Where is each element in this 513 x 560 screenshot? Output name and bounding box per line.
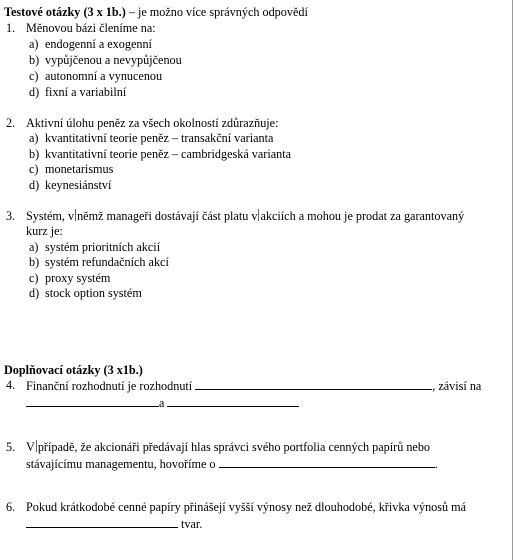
q5-text-part2: případě, že akcionáři předávají hlas správci svého portfolia cenných papírů nebo — [37, 440, 431, 454]
q5-text-part4: . — [434, 457, 438, 471]
q3-number: 3. — [6, 209, 16, 223]
q1-option-c: autonomní a vynucenou — [45, 69, 163, 83]
q6-blank[interactable] — [26, 516, 178, 528]
q1-option-d-letter: d) — [29, 85, 40, 99]
q4-line1 — [26, 378, 481, 393]
q4-text-part3: a — [159, 396, 165, 410]
q6-number: 6. — [6, 500, 16, 514]
q2-option-c: monetarismus — [45, 162, 114, 176]
q4-blank-3[interactable] — [167, 395, 299, 407]
q3-text-part3: akciích a mohou je prodat za garantovaný — [260, 209, 465, 223]
q5-blank[interactable] — [219, 456, 435, 468]
q5-line1 — [26, 440, 430, 454]
q1-option-c-letter: c) — [29, 69, 39, 83]
q2-option-a-letter: a) — [29, 131, 39, 145]
q1-text: Měnovou bázi členíme na: — [26, 21, 156, 35]
q3-option-d-letter: d) — [29, 286, 40, 300]
q3-option-a-letter: a) — [29, 240, 39, 254]
q6-line1: Pokud krátkodobé cenné papíry přinášejí vyšší výnosy než dlouhodobé, křivka výnosů má — [26, 500, 467, 514]
q5-number: 5. — [6, 440, 16, 454]
q1-option-a-letter: a) — [29, 37, 39, 51]
q3-option-a: systém prioritních akcií — [45, 240, 161, 254]
section1-title: Testové otázky (3 x 1b.) — [4, 5, 126, 19]
q3-option-c-letter: c) — [29, 271, 39, 285]
q3-option-c: proxy systém — [45, 271, 111, 285]
section2-title: Doplňovací otázky (3 x1b.) — [4, 363, 143, 377]
q5-text-part3: stávajícímu managementu, hovoříme o — [26, 457, 219, 471]
section1-subtitle: – je možno více správných odpovědí — [125, 5, 308, 19]
section1-heading — [4, 5, 308, 19]
text-cursor-mark — [36, 440, 37, 452]
q5-text-part1: V — [26, 440, 35, 454]
q2-option-b: kvantitativní teorie peněz – cambridgeská varianta — [45, 147, 292, 161]
q2-option-d-letter: d) — [29, 178, 40, 192]
q3-text-line2: kurz je: — [26, 224, 63, 238]
q3-option-b-letter: b) — [29, 255, 40, 269]
q1-option-b-letter: b) — [29, 53, 40, 67]
q1-option-d: fixní a variabilní — [45, 85, 127, 99]
q4-blank-2[interactable] — [26, 395, 159, 407]
q1-number: 1. — [6, 21, 16, 35]
q6-line2 — [26, 516, 202, 531]
q3-text-line1 — [26, 209, 464, 223]
text-cursor-mark — [75, 209, 76, 221]
q5-line2 — [26, 456, 438, 471]
q6-text-part2: tvar. — [178, 517, 203, 531]
q3-text-part1: Systém, v — [26, 209, 75, 223]
q3-option-d: stock option systém — [45, 286, 142, 300]
q4-number: 4. — [6, 378, 16, 392]
q4-blank-1[interactable] — [195, 378, 432, 390]
q4-line2 — [26, 395, 299, 410]
q2-number: 2. — [6, 116, 16, 130]
q2-option-b-letter: b) — [29, 147, 40, 161]
q4-text-part2: , závisí na — [432, 379, 482, 393]
q1-option-b: vypůjčenou a nevypůjčenou — [45, 53, 182, 67]
q3-option-b: systém refundačních akcí — [45, 255, 169, 269]
q2-text: Aktivní úlohu peněz za všech okolností zdůrazňuje: — [26, 116, 279, 130]
q1-option-a: endogenní a exogenní — [45, 37, 152, 51]
q2-option-a: kvantitativní teorie peněz – transakční varianta — [45, 131, 274, 145]
q2-option-c-letter: c) — [29, 162, 39, 176]
q2-option-d: keynesiánství — [45, 178, 112, 192]
q4-text-part1: Finanční rozhodnutí je rozhodnutí — [26, 379, 196, 393]
q3-text-part2: němž manageři dostávají část platu v — [77, 209, 258, 223]
